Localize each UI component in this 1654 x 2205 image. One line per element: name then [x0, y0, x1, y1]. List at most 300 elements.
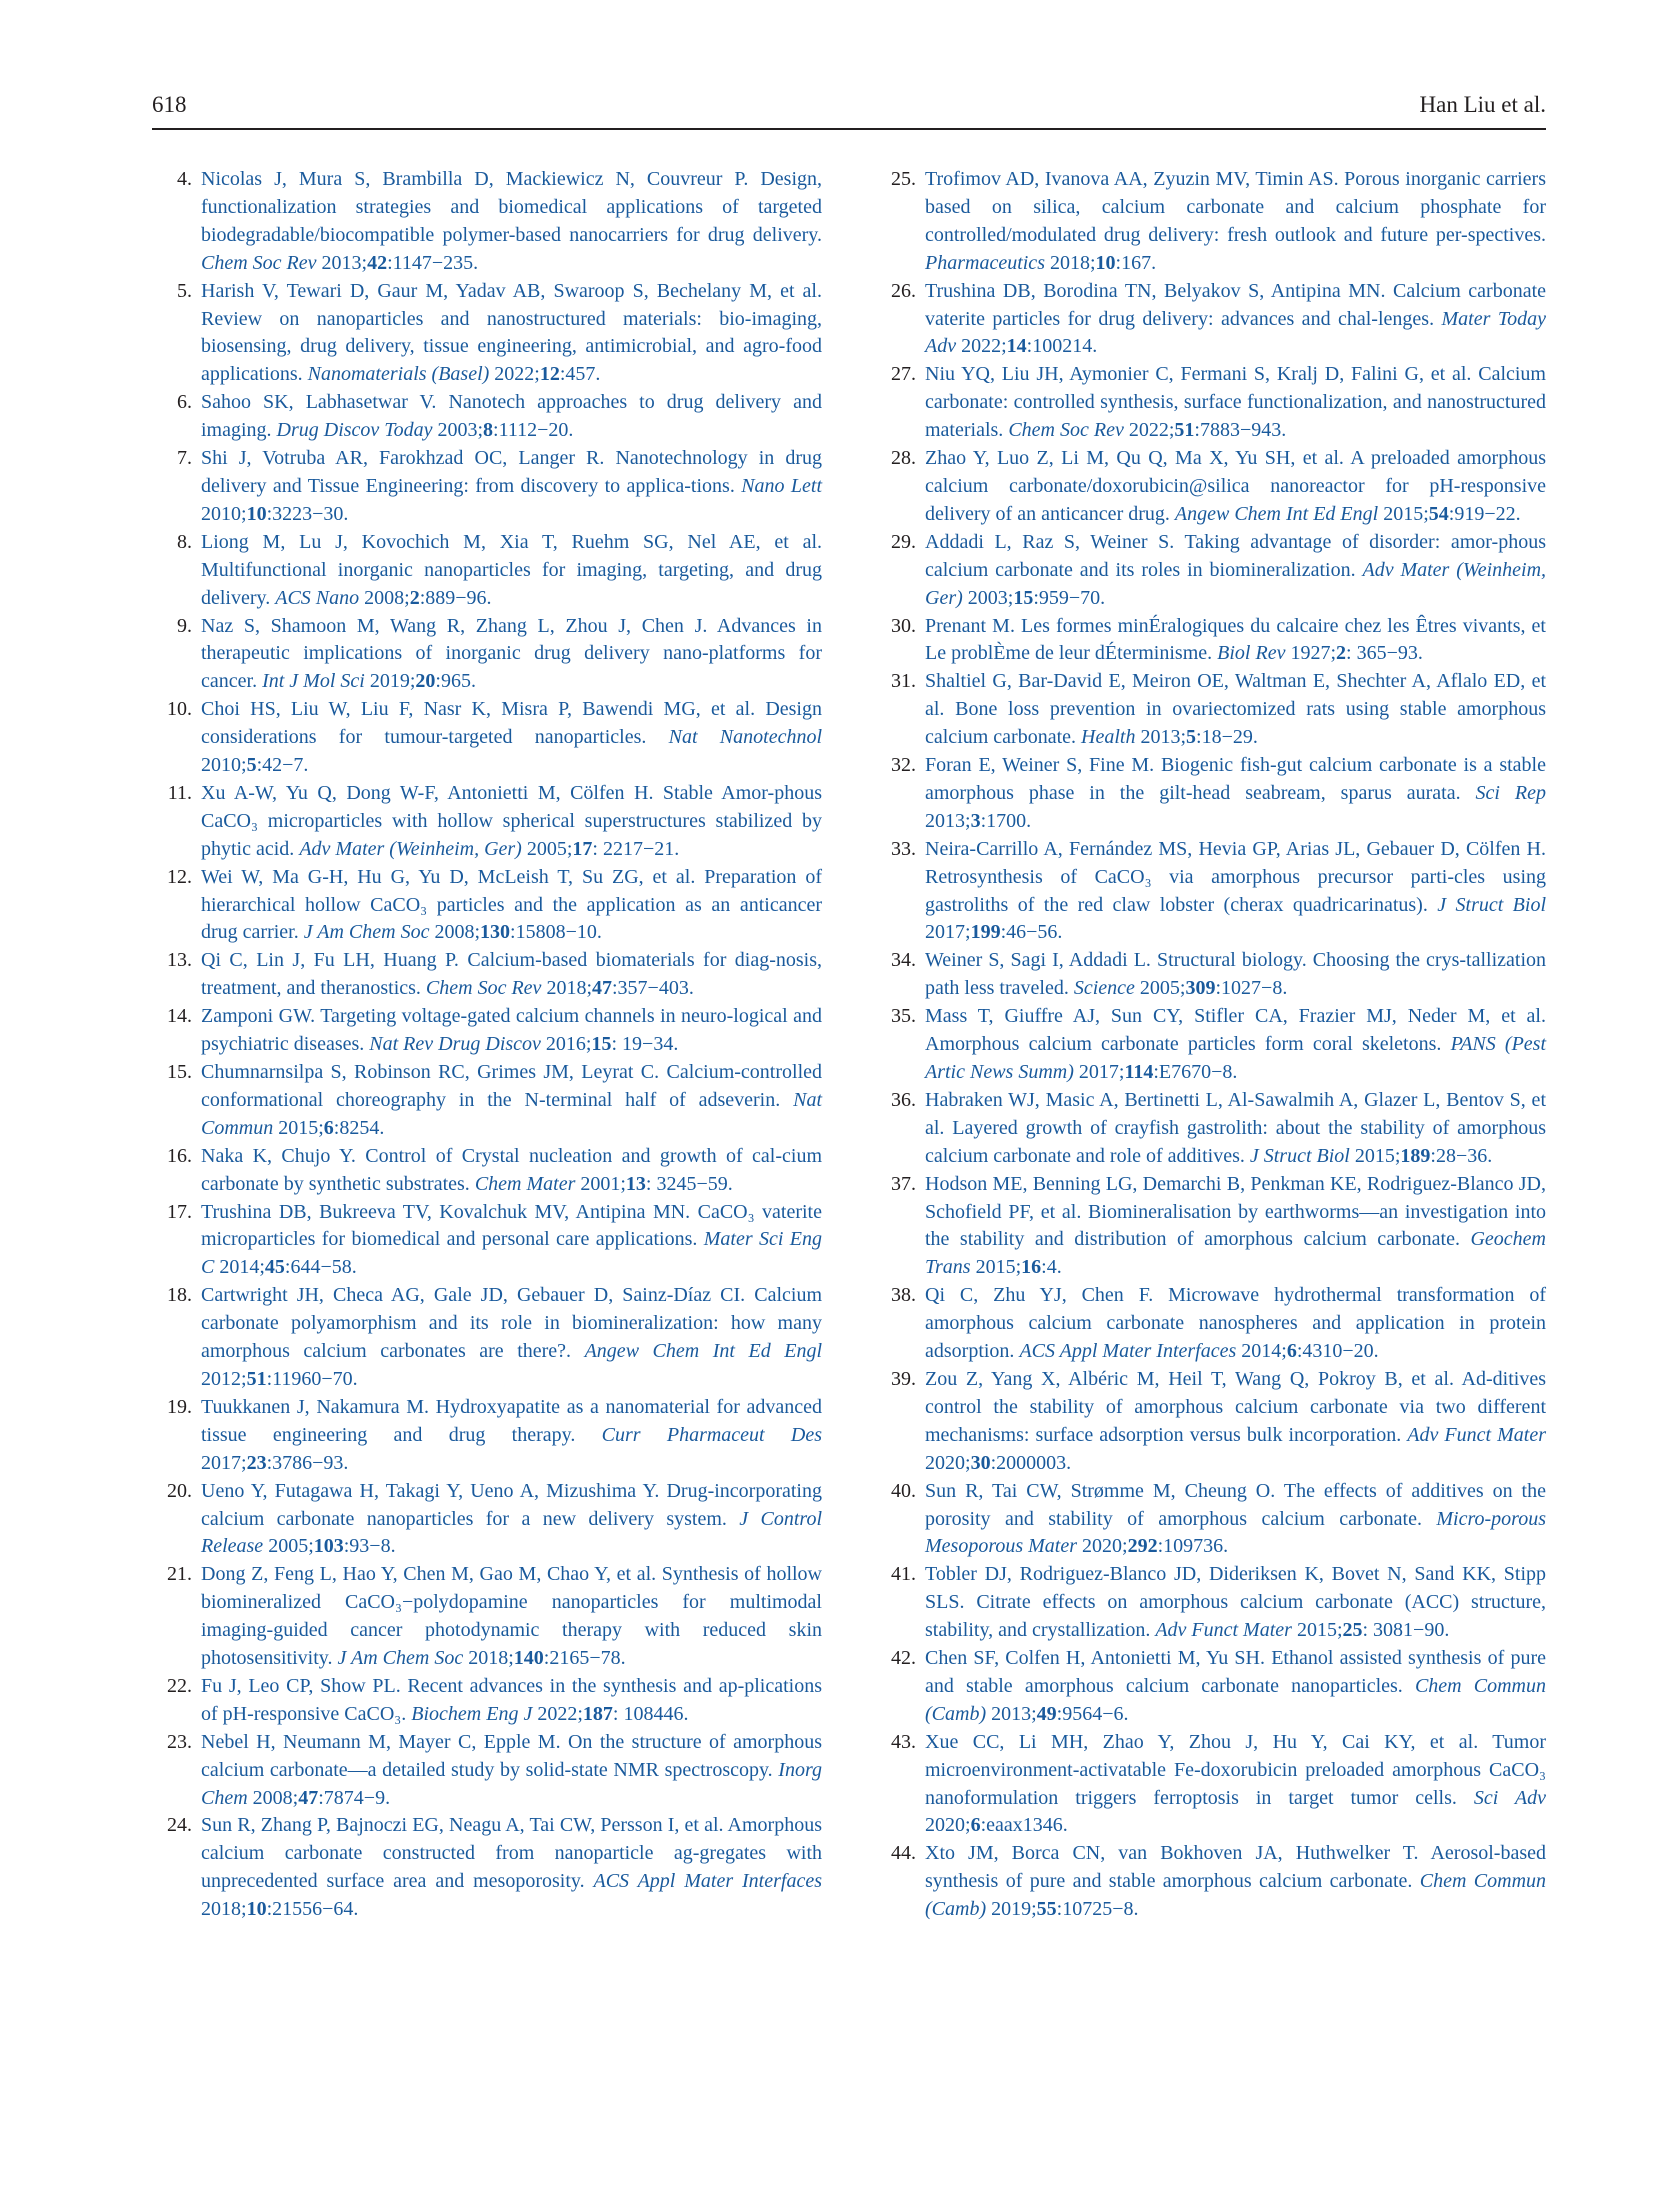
reference-volume: 187 [582, 1702, 613, 1725]
reference-volume: 54 [1428, 502, 1449, 525]
reference-link[interactable] [925, 531, 1546, 609]
reference-pages: :28−36. [1430, 1144, 1493, 1167]
reference-journal: Angew Chem Int Ed Engl [584, 1340, 822, 1363]
reference-volume: 189 [1400, 1144, 1431, 1167]
reference-journal: Chem Mater [474, 1172, 576, 1195]
reference-volume: 51 [1174, 419, 1195, 442]
reference-item [152, 864, 822, 948]
reference-pages: :18−29. [1196, 726, 1258, 749]
reference-number: 43. [891, 1730, 916, 1753]
reference-number: 25. [891, 168, 916, 190]
reference-volume: 6 [970, 1814, 981, 1837]
reference-item [876, 278, 1546, 362]
reference-volume: 45 [264, 1256, 285, 1279]
references-column-right [876, 166, 1546, 1924]
reference-journal: Adv Funct Mater [1407, 1423, 1546, 1446]
reference-year: 2018; [546, 977, 592, 1000]
reference-item [876, 1366, 1546, 1478]
reference-journal: ACS Nano [275, 586, 360, 609]
reference-item [876, 1561, 1546, 1645]
reference-item [152, 1673, 822, 1729]
reference-pages: :10725−8. [1056, 1898, 1139, 1921]
reference-year: 2022; [1128, 419, 1175, 442]
reference-year: 2018; [201, 1898, 247, 1921]
reference-journal: Inorg Chem [201, 1758, 822, 1809]
reference-authors-title: Wei W, Ma G-H, Hu G, Yu D, McLeish T, Su ZG, et al. Preparation of hierarchical hollow CaCO₃ particles and the application as an anticancer drug carrier. [201, 865, 822, 944]
reference-link[interactable] [201, 866, 822, 944]
reference-volume: 17 [572, 837, 593, 860]
reference-link[interactable] [201, 949, 822, 999]
reference-number: 41. [891, 1563, 916, 1586]
reference-link[interactable] [201, 1201, 822, 1279]
reference-pages: :889−96. [419, 586, 492, 609]
reference-number: 14. [167, 1005, 192, 1028]
reference-authors-title: Chumnarnsilpa S, Robinson RC, Grimes JM, Leyrat C. Calcium-controlled conformational choreography in the N-terminal half of adseverin. [201, 1061, 822, 1111]
reference-year: 2010; [201, 754, 247, 777]
reference-link[interactable] [201, 1145, 822, 1195]
reference-pages: :457. [559, 363, 601, 386]
reference-number: 4. [177, 168, 192, 190]
reference-link[interactable] [925, 1368, 1546, 1474]
reference-journal: J Control Release [201, 1507, 822, 1558]
reference-authors-title: Shaltiel G, Bar-David E, Meiron OE, Waltman E, Shechter A, Aflalo ED, et al. Bone loss prevention in ovariectomized rats using stable amorphous calcium carbonate. [925, 670, 1546, 749]
reference-number: 35. [891, 1005, 916, 1028]
reference-year: 2014; [1241, 1340, 1287, 1363]
reference-authors-title: Xue CC, Li MH, Zhao Y, Zhou J, Hu Y, Cai KY, et al. Tumor microenvironment-activatable Fe-doxorubicin preloaded amorphous CaCO₃ nanoformulation triggers ferroptosis in target tumor cells. [925, 1730, 1546, 1809]
reference-year: 2008; [434, 921, 481, 944]
reference-volume: 6 [1286, 1340, 1297, 1363]
reference-year: 2014; [219, 1256, 265, 1279]
references-column-left [152, 166, 822, 1924]
reference-year: 2001; [580, 1172, 626, 1195]
reference-link[interactable] [925, 363, 1546, 441]
reference-journal: Curr Pharmaceut Des [601, 1423, 823, 1446]
reference-item [152, 389, 822, 445]
reference-journal: PANS (Pest Artic News Summ) [925, 1033, 1547, 1083]
reference-number: 11. [167, 781, 192, 804]
reference-pages: :7883−943. [1194, 419, 1287, 442]
reference-link[interactable] [925, 280, 1546, 358]
reference-authors-title: Zamponi GW. Targeting voltage-gated calcium channels in neuro-logical and psychiatric diseases. [201, 1005, 822, 1056]
reference-link[interactable] [201, 1005, 822, 1055]
reference-number: 33. [891, 837, 916, 860]
reference-number: 7. [177, 447, 192, 470]
reference-link[interactable] [925, 1731, 1546, 1837]
reference-link[interactable] [925, 168, 1546, 274]
reference-link[interactable] [925, 1284, 1546, 1362]
reference-year: 2018; [1049, 251, 1096, 274]
reference-link[interactable] [201, 698, 822, 776]
reference-number: 38. [891, 1284, 916, 1307]
reference-journal: ACS Appl Mater Interfaces [1019, 1340, 1237, 1363]
reference-item [876, 1003, 1546, 1087]
reference-item [152, 1561, 822, 1673]
reference-pages: : 3245−59. [645, 1172, 733, 1195]
reference-authors-title: Zhao Y, Luo Z, Li M, Qu Q, Ma X, Yu SH, et al. A preloaded amorphous calcium carbonate/doxorubicin@silica nanoreactor for pH-responsive delivery of an anticancer drug. [925, 447, 1546, 525]
reference-link[interactable] [925, 754, 1546, 832]
reference-item [876, 947, 1546, 1003]
reference-authors-title: Habraken WJ, Masic A, Bertinetti L, Al-Sawalmih A, Glazer L, Bentov S, et al. Layered growth of crayfish gastrolith: about the stability of amorphous calcium carbonate and role of additives. [925, 1088, 1546, 1167]
reference-item [152, 696, 822, 780]
reference-authors-title: Weiner S, Sagi I, Addadi L. Structural biology. Choosing the crys-tallization path less traveled. [925, 949, 1546, 1000]
reference-journal: Chem Commun (Camb) [925, 1674, 1547, 1725]
reference-item [876, 1282, 1546, 1366]
reference-year: 2019; [369, 670, 416, 693]
reference-volume: 25 [1342, 1619, 1363, 1642]
reference-journal: Biol Rev [1217, 642, 1286, 665]
reference-item [876, 529, 1546, 613]
reference-year: 1927; [1290, 642, 1337, 665]
reference-number: 26. [891, 279, 916, 302]
reference-journal: Nano Lett [741, 474, 822, 497]
reference-authors-title: Trushina DB, Bukreeva TV, Kovalchuk MV, Antipina MN. CaCO₃ vaterite microparticles for biomedical and personal care applications. [201, 1200, 822, 1251]
reference-volume: 14 [1006, 335, 1027, 358]
reference-item [876, 613, 1546, 669]
reference-link[interactable] [925, 670, 1546, 748]
reference-year: 2020; [1082, 1535, 1128, 1558]
reference-authors-title: Cartwright JH, Checa AG, Gale JD, Gebauer D, Sainz-Díaz CI. Calcium carbonate polyamorphism and its role in biomineralization: how many amorphous calcium carbonates are there?. [201, 1284, 822, 1363]
reference-link[interactable] [201, 1284, 822, 1390]
reference-authors-title: Sun R, Zhang P, Bajnoczi EG, Neagu A, Tai CW, Persson I, et al. Amorphous calcium carbonate constructed from nanoparticle ag-gregates with unprecedented surface area and mesoporosity. [201, 1814, 822, 1893]
reference-pages: :9564−6. [1056, 1702, 1129, 1725]
reference-item [152, 1143, 822, 1199]
reference-authors-title: Fu J, Leo CP, Show PL. Recent advances in the synthesis and ap-plications of pH-responsive CaCO₃. [201, 1674, 822, 1725]
reference-pages: :eaax1346. [980, 1814, 1068, 1837]
reference-link[interactable] [925, 1173, 1546, 1279]
reference-year: 2013; [1140, 726, 1187, 749]
reference-volume: 12 [539, 363, 560, 386]
reference-item [876, 1478, 1546, 1562]
reference-journal: Nat Nanotechnol [668, 726, 823, 749]
reference-authors-title: Addadi L, Raz S, Weiner S. Taking advantage of disorder: amor-phous calcium carbonate and its roles in biomineralization. [925, 530, 1546, 581]
reference-authors-title: Tuukkanen J, Nakamura M. Hydroxyapatite as a nanomaterial for advanced tissue engineering and drug therapy. [201, 1395, 822, 1446]
reference-authors-title: Foran E, Weiner S, Fine M. Biogenic fish-gut calcium carbonate is a stable amorphous phase in the gilt-head seabream, sparus aurata. [925, 754, 1546, 804]
reference-link[interactable] [925, 447, 1546, 525]
reference-authors-title: Qi C, Lin J, Fu LH, Huang P. Calcium-based biomaterials for diag-nosis, treatment, and theranostics. [201, 949, 822, 1000]
reference-item [152, 1812, 822, 1924]
reference-number: 29. [891, 530, 916, 553]
reference-number: 37. [891, 1172, 916, 1195]
reference-link[interactable] [201, 168, 822, 274]
reference-volume: 114 [1124, 1061, 1154, 1083]
reference-journal: Mater Sci Eng C [201, 1228, 823, 1279]
reference-number: 44. [891, 1842, 916, 1865]
reference-item [876, 752, 1546, 836]
reference-journal: Int J Mol Sci [262, 670, 365, 693]
reference-item [876, 1171, 1546, 1283]
reference-pages: :1027−8. [1215, 977, 1288, 1000]
reference-volume: 47 [298, 1786, 319, 1809]
reference-authors-title: Nicolas J, Mura S, Brambilla D, Mackiewicz N, Couvreur P. Design, functionalization strategies and biomedical applications of targeted biodegradable/biocompatible polymer-based nanocarriers for drug delivery. [201, 168, 822, 246]
reference-link[interactable] [201, 447, 822, 525]
reference-item [876, 1729, 1546, 1841]
reference-pages: :46−56. [1000, 921, 1063, 944]
reference-volume: 23 [246, 1451, 267, 1474]
reference-link[interactable] [201, 615, 822, 693]
reference-volume: 8 [483, 419, 494, 442]
reference-pages: :42−7. [256, 754, 309, 777]
reference-journal: Health [1081, 726, 1136, 749]
reference-link[interactable] [201, 1396, 822, 1474]
reference-volume: 2 [1336, 642, 1347, 665]
reference-volume: 140 [513, 1647, 544, 1670]
reference-journal: Micro-porous Mesoporous Mater [925, 1507, 1546, 1558]
reference-volume: 15 [1013, 586, 1034, 609]
reference-journal: Adv Mater (Weinheim, Ger) [299, 837, 522, 860]
reference-pages: : 108446. [612, 1702, 689, 1725]
reference-pages: :644−58. [284, 1256, 357, 1279]
reference-link[interactable] [925, 1563, 1546, 1641]
reference-number: 32. [891, 754, 916, 777]
reference-year: 2008; [364, 586, 410, 609]
reference-link[interactable] [201, 391, 822, 441]
reference-year: 2022; [537, 1702, 583, 1725]
reference-year: 2017; [201, 1451, 247, 1474]
reference-year: 2008; [252, 1786, 299, 1809]
reference-number: 12. [167, 865, 192, 888]
reference-authors-title: Neira-Carrillo A, Fernández MS, Hevia GP, Arias JL, Gebauer D, Cölfen H. Retrosynthesis of CaCO₃ via amorphous precursor parti-cles using gastroliths of the red claw lobster (cherax quadricarinatus). [925, 837, 1546, 916]
reference-volume: 309 [1185, 977, 1216, 1000]
reference-volume: 55 [1036, 1898, 1057, 1921]
reference-journal: Adv Funct Mater [1155, 1619, 1292, 1642]
reference-year: 2015; [278, 1116, 324, 1139]
reference-link[interactable] [201, 1731, 822, 1809]
reference-link[interactable] [201, 1061, 822, 1139]
reference-number: 10. [167, 698, 192, 721]
reference-year: 2020; [925, 1814, 971, 1837]
reference-year: 2013; [991, 1702, 1037, 1725]
reference-volume: 103 [313, 1535, 344, 1558]
reference-authors-title: Hodson ME, Benning LG, Demarchi B, Penkman KE, Rodriguez-Blanco JD, Schofield PF, et al. Biomineralisation by earthworms—an investigation into the stability and distribution of amorphous calcium carbonate. [925, 1172, 1546, 1251]
reference-authors-title: Ueno Y, Futagawa H, Takagi Y, Ueno A, Mizushima Y. Drug-incorporating calcium carbonate nanoparticles for a new delivery system. [201, 1479, 822, 1530]
reference-authors-title: Shi J, Votruba AR, Farokhzad OC, Langer R. Nanotechnology in drug delivery and Tissue Engineering: from discovery to applica-tions. [201, 447, 822, 497]
reference-pages: : 2217−21. [592, 837, 680, 860]
reference-link[interactable] [925, 1089, 1546, 1167]
reference-year: 2016; [545, 1033, 592, 1056]
reference-year: 2013; [321, 251, 368, 274]
reference-journal: Adv Mater (Weinheim, Ger) [925, 558, 1547, 609]
reference-item [152, 445, 822, 529]
reference-item [876, 445, 1546, 529]
reference-journal: Nat Commun [201, 1088, 823, 1139]
reference-number: 5. [177, 279, 192, 302]
reference-pages: :167. [1115, 251, 1157, 274]
reference-number: 19. [167, 1395, 192, 1418]
reference-number: 22. [167, 1674, 192, 1697]
reference-year: 2020; [925, 1451, 971, 1474]
reference-item [876, 836, 1546, 948]
reference-authors-title: Naz S, Shamoon M, Wang R, Zhang L, Zhou J, Chen J. Advances in therapeutic implications of inorganic drug delivery nano-platforms for cancer. [201, 614, 822, 693]
reference-link[interactable] [201, 280, 822, 386]
reference-authors-title: Nebel H, Neumann M, Mayer C, Epple M. On the structure of amorphous calcium carbonate—a detailed study by solid-state NMR spectroscopy. [201, 1730, 822, 1781]
reference-number: 15. [167, 1061, 192, 1083]
reference-link[interactable] [925, 1842, 1546, 1920]
reference-pages: :11960−70. [266, 1367, 358, 1390]
reference-authors-title: Prenant M. Les formes minÉralogiques du calcaire chez les Êtres vivants, et Le problÈme de leur dÉterminisme. [925, 614, 1546, 665]
reference-number: 16. [167, 1144, 192, 1167]
reference-volume: 292 [1127, 1535, 1158, 1558]
reference-year: 2013; [925, 809, 971, 832]
reference-authors-title: Liong M, Lu J, Kovochich M, Xia T, Ruehm SG, Nel AE, et al. Multifunctional inorganic nanoparticles for imaging, targeting, and drug delivery. [201, 530, 822, 609]
reference-pages: :100214. [1026, 335, 1098, 358]
reference-item [152, 1394, 822, 1478]
reference-volume: 13 [625, 1172, 646, 1195]
reference-journal: Geochem Trans [925, 1228, 1547, 1279]
reference-pages: :357−403. [612, 977, 694, 1000]
reference-link[interactable] [925, 1480, 1546, 1558]
reference-volume: 42 [367, 251, 388, 274]
reference-volume: 130 [480, 921, 511, 944]
reference-volume: 49 [1036, 1702, 1057, 1725]
reference-number: 42. [891, 1647, 916, 1670]
running-header [152, 88, 1546, 130]
reference-item [152, 1059, 822, 1143]
reference-volume: 199 [970, 921, 1001, 944]
reference-year: 2005; [1139, 977, 1186, 1000]
reference-volume: 3 [970, 809, 981, 832]
reference-authors-title: Dong Z, Feng L, Hao Y, Chen M, Gao M, Chao Y, et al. Synthesis of hollow biomineralized CaCO₃−polydopamine nanoparticles for multimodal imaging-guided cancer photodynamic therapy with reduced skin photosensitivity. [201, 1563, 822, 1670]
reference-journal: Chem Soc Rev [425, 977, 542, 1000]
reference-journal: J Struct Biol [1437, 893, 1547, 916]
reference-year: 2003; [437, 419, 484, 442]
reference-link[interactable] [925, 949, 1546, 999]
reference-journal: Sci Adv [1473, 1786, 1546, 1809]
reference-item [152, 947, 822, 1003]
reference-journal: Sci Rep [1475, 781, 1547, 804]
reference-item [876, 1840, 1546, 1924]
reference-number: 27. [891, 363, 916, 386]
reference-item [876, 1645, 1546, 1729]
reference-year: 2022; [961, 335, 1007, 358]
reference-number: 40. [891, 1479, 916, 1502]
reference-item [152, 613, 822, 697]
reference-journal: J Am Chem Soc [303, 921, 430, 944]
reference-year: 2005; [526, 837, 573, 860]
reference-item [876, 166, 1546, 278]
reference-journal: J Struct Biol [1249, 1144, 1350, 1167]
reference-journal: Drug Discov Today [276, 419, 433, 442]
reference-authors-title: Sahoo SK, Labhasetwar V. Nanotech approaches to drug delivery and imaging. [201, 391, 822, 442]
reference-link[interactable] [201, 1814, 822, 1920]
reference-pages: :965. [435, 670, 476, 693]
reference-link[interactable] [201, 531, 822, 609]
reference-journal: Science [1073, 977, 1135, 1000]
reference-volume: 15 [591, 1033, 612, 1056]
reference-pages: :1147−235. [387, 251, 479, 274]
reference-year: 2012; [201, 1367, 247, 1390]
reference-item [876, 361, 1546, 445]
reference-number: 17. [167, 1200, 192, 1223]
reference-authors-title: Naka K, Chujo Y. Control of Crystal nucleation and growth of cal-cium carbonate by synthetic substrates. [201, 1144, 822, 1195]
reference-authors-title: Xu A-W, Yu Q, Dong W-F, Antonietti M, Cölfen H. Stable Amor-phous CaCO₃ microparticles with hollow spherical superstructures stabilized by phytic acid. [201, 781, 822, 860]
reference-pages: :3223−30. [266, 502, 349, 525]
reference-number: 28. [891, 447, 916, 470]
reference-volume: 47 [592, 977, 612, 1000]
reference-pages: :919−22. [1448, 502, 1521, 525]
reference-journal: Chem Soc Rev [1008, 419, 1124, 442]
reference-journal: Chem Commun (Camb) [925, 1870, 1547, 1921]
reference-journal: ACS Appl Mater Interfaces [593, 1870, 822, 1893]
reference-number: 23. [167, 1730, 192, 1753]
reference-item [152, 1199, 822, 1283]
reference-authors-title: Chen SF, Colfen H, Antonietti M, Yu SH. Ethanol assisted synthesis of pure and stable amorphous calcium carbonate nanoparticles. [925, 1647, 1546, 1697]
reference-year: 2005; [268, 1535, 314, 1558]
reference-authors-title: Harish V, Tewari D, Gaur M, Yadav AB, Swaroop S, Bechelany M, et al. Review on nanoparticles and nanostructured materials: bio-imaging, biosensing, drug delivery, tissue engineering, antimicrobial, and agro-food applications. [201, 279, 822, 386]
reference-year: 2017; [925, 921, 971, 944]
reference-link[interactable] [201, 782, 822, 860]
reference-authors-title: Niu YQ, Liu JH, Aymonier C, Fermani S, Kralj D, Falini G, et al. Calcium carbonate: controlled synthesis, surface functionalization, and nanostructured materials. [925, 363, 1546, 442]
reference-pages: :4310−20. [1296, 1340, 1379, 1363]
reference-year: 2010; [201, 502, 247, 525]
reference-year: 2003; [967, 586, 1014, 609]
reference-pages: :109736. [1157, 1535, 1229, 1558]
reference-pages: :15808−10. [510, 921, 602, 944]
reference-link[interactable] [925, 838, 1546, 944]
reference-journal: Pharmaceutics [925, 251, 1045, 274]
reference-authors-title: Sun R, Tai CW, Strømme M, Cheung O. The effects of additives on the porosity and stability of amorphous calcium carbonate. [925, 1479, 1546, 1530]
reference-number: 13. [167, 949, 192, 972]
reference-volume: 10 [246, 502, 267, 525]
reference-link[interactable] [201, 1563, 822, 1669]
reference-authors-title: Trofimov AD, Ivanova AA, Zyuzin MV, Timin AS. Porous inorganic carriers based on silica, calcium carbonate and calcium phosphate for controlled/modulated drug delivery: fresh outlook and future per-spectives. [925, 168, 1546, 246]
reference-journal: J Am Chem Soc [337, 1647, 464, 1670]
reference-pages: :1112−20. [493, 419, 574, 442]
reference-link[interactable] [201, 1675, 822, 1725]
reference-year: 2015; [975, 1256, 1022, 1279]
reference-authors-title: Mass T, Giuffre AJ, Sun CY, Stifler CA, Frazier MJ, Neder M, et al. Amorphous calcium carbonate particles form coral skeletons. [925, 1005, 1546, 1056]
reference-year: 2018; [468, 1647, 514, 1670]
reference-authors-title: Zou Z, Yang X, Albéric M, Heil T, Wang Q, Pokroy B, et al. Ad-ditives control the stability of amorphous calcium carbonate via two different mechanisms: surface adsorption versus bulk incorporation. [925, 1367, 1546, 1446]
reference-number: 8. [177, 530, 192, 553]
reference-pages: : 365−93. [1346, 642, 1423, 665]
reference-pages: :8254. [333, 1116, 385, 1139]
reference-year: 2017; [1078, 1061, 1125, 1083]
reference-journal: Nat Rev Drug Discov [369, 1033, 541, 1056]
running-authors: Han Liu et al. [1419, 92, 1546, 117]
reference-link[interactable] [925, 1005, 1546, 1083]
reference-pages: :E7670−8. [1153, 1061, 1238, 1083]
reference-link[interactable] [201, 1480, 822, 1558]
reference-number: 18. [167, 1284, 192, 1307]
reference-link[interactable] [925, 1647, 1546, 1725]
reference-number: 36. [891, 1088, 916, 1111]
reference-year: 2022; [494, 363, 540, 386]
reference-journal: Biochem Eng J [411, 1702, 533, 1725]
reference-link[interactable] [925, 615, 1546, 665]
reference-number: 31. [891, 670, 916, 693]
reference-volume: 30 [970, 1451, 991, 1474]
reference-number: 6. [177, 391, 192, 414]
reference-volume: 16 [1021, 1256, 1042, 1279]
reference-item [152, 1478, 822, 1562]
reference-authors-title: Tobler DJ, Rodriguez-Blanco JD, Dideriksen K, Bovet N, Sand KK, Stipp SLS. Citrate effects on amorphous calcium carbonate (ACC) structure, stability, and crystallization. [925, 1563, 1546, 1642]
reference-year: 2015; [1383, 502, 1429, 525]
reference-volume: 51 [246, 1367, 267, 1390]
reference-item [152, 1282, 822, 1394]
reference-journal: Chem Soc Rev [201, 251, 317, 274]
reference-volume: 10 [246, 1898, 267, 1921]
reference-authors-title: Choi HS, Liu W, Liu F, Nasr K, Misra P, Bawendi MG, et al. Design considerations for tumour-targeted nanoparticles. [201, 698, 822, 749]
reference-year: 2015; [1296, 1619, 1343, 1642]
reference-item [152, 166, 822, 278]
reference-item [152, 1003, 822, 1059]
reference-authors-title: Trushina DB, Borodina TN, Belyakov S, Antipina MN. Calcium carbonate vaterite particles for drug delivery: advances and chal-lenges. [925, 279, 1546, 330]
reference-year: 2019; [991, 1898, 1037, 1921]
page-number: 618 [152, 92, 187, 117]
reference-number: 34. [891, 949, 916, 972]
reference-item [876, 668, 1546, 752]
reference-item [152, 1729, 822, 1813]
